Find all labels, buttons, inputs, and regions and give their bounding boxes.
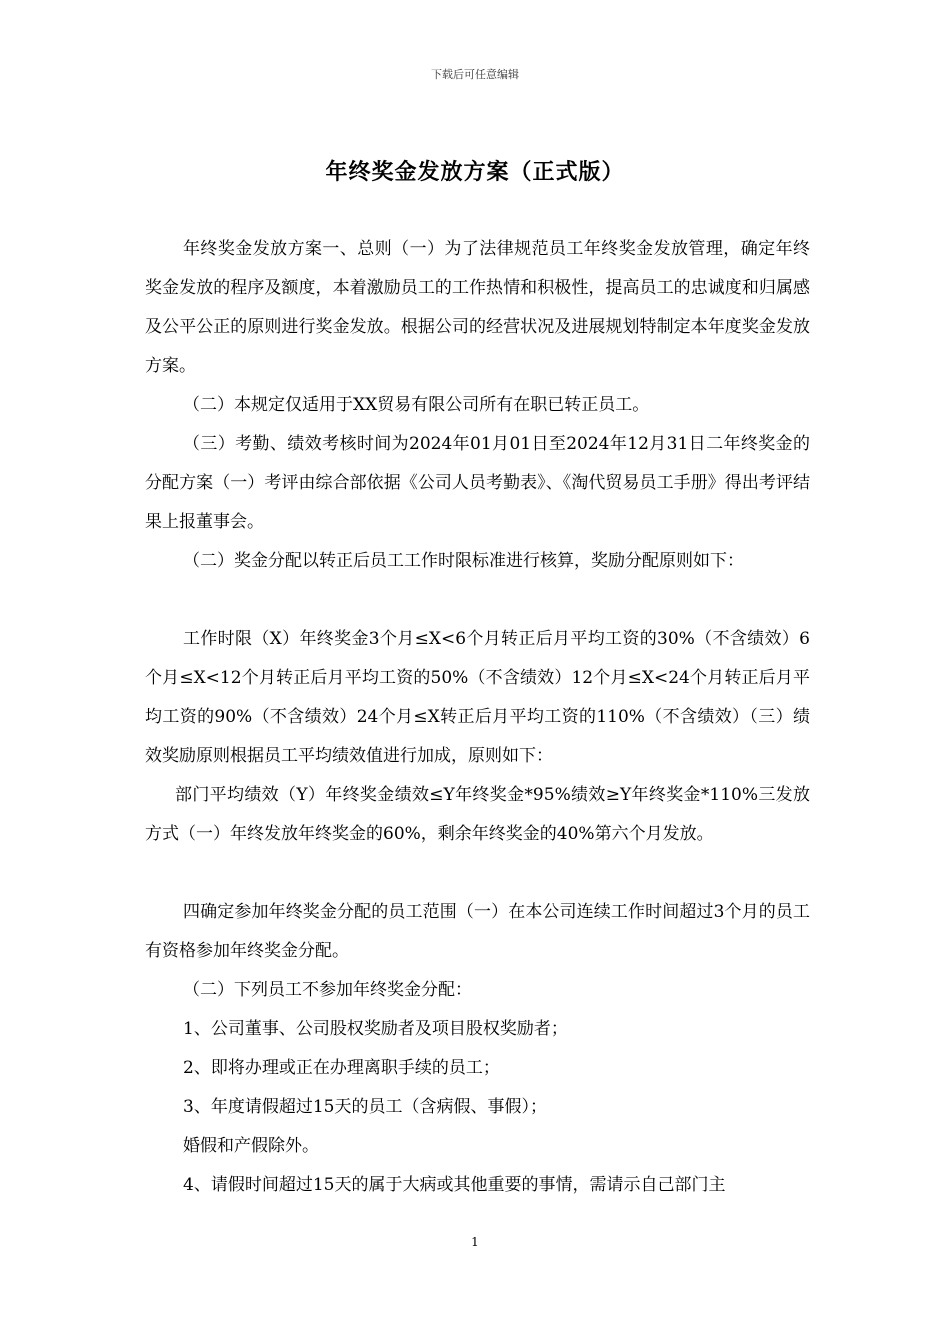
paragraph-eligibility: 四确定参加年终奖金分配的员工范围（一）在本公司连续工作时间超过3个月的员工有资格参加年终奖金分配。 xyxy=(145,902,810,961)
list-item: 婚假和产假除外。 xyxy=(183,1136,319,1156)
paragraph-performance: 部门平均绩效（Y）年终奖金绩效≤Y年终奖金*95%绩效≥Y年终奖金*110%三发放方式（一）年终发放年终奖金的60%，剩余年终奖金的40%第六个月发放。 xyxy=(145,785,810,844)
paragraph-exclusions: （二）下列员工不参加年终奖金分配： xyxy=(183,980,472,1000)
list-item: 3、年度请假超过15天的员工（含病假、事假）； xyxy=(183,1097,547,1117)
page-number: 1 xyxy=(471,1235,479,1249)
paragraph-period: （三）考勤、绩效考核时间为2024年01月01日至2024年12月31日二年终奖金的分配方案（一）考评由综合部依据《公司人员考勤表》、《淘代贸易员工手册》得出考评结果上报董事会。 xyxy=(145,434,810,532)
list-item: 1、公司董事、公司股权奖励者及项目股权奖励者； xyxy=(183,1019,568,1039)
paragraph-allocation: （二）奖金分配以转正后员工工作时限标准进行核算，奖励分配原则如下： xyxy=(183,551,744,571)
header-note: 下载后可任意编辑 xyxy=(431,68,519,81)
paragraph-scope: （二）本规定仅适用于XX贸易有限公司所有在职已转正员工。 xyxy=(183,395,650,415)
document-title: 年终奖金发放方案（正式版） xyxy=(325,160,625,185)
paragraph-work-period: 工作时限（X）年终奖金3个月≤X<6个月转正后月平均工资的30%（不含绩效）6个月≤X<12个月转正后月平均工资的50%（不含绩效）12个月≤X<24个月转正后月平均工资的90%（不含绩效）24个月≤X转正后月平均工资的110%（不含绩效）（三）绩效奖励原则根据员工平均绩效值进行加成，原则如下： xyxy=(145,629,810,766)
document-body xyxy=(145,230,810,1205)
paragraph-general: 年终奖金发放方案一、总则（一）为了法律规范员工年终奖金发放管理，确定年终奖金发放的程序及额度，本着激励员工的工作热情和积极性，提高员工的忠诚度和归属感及公平公正的原则进行奖金发放。根据公司的经营状况及进展规划特制定本年度奖金发放方案。 xyxy=(145,239,810,376)
spacer xyxy=(145,854,810,893)
spacer xyxy=(145,581,810,620)
list-item: 2、即将办理或正在办理离职手续的员工； xyxy=(183,1058,500,1078)
list-item: 4、请假时间超过15天的属于大病或其他重要的事情，需请示自己部门主 xyxy=(183,1175,726,1195)
